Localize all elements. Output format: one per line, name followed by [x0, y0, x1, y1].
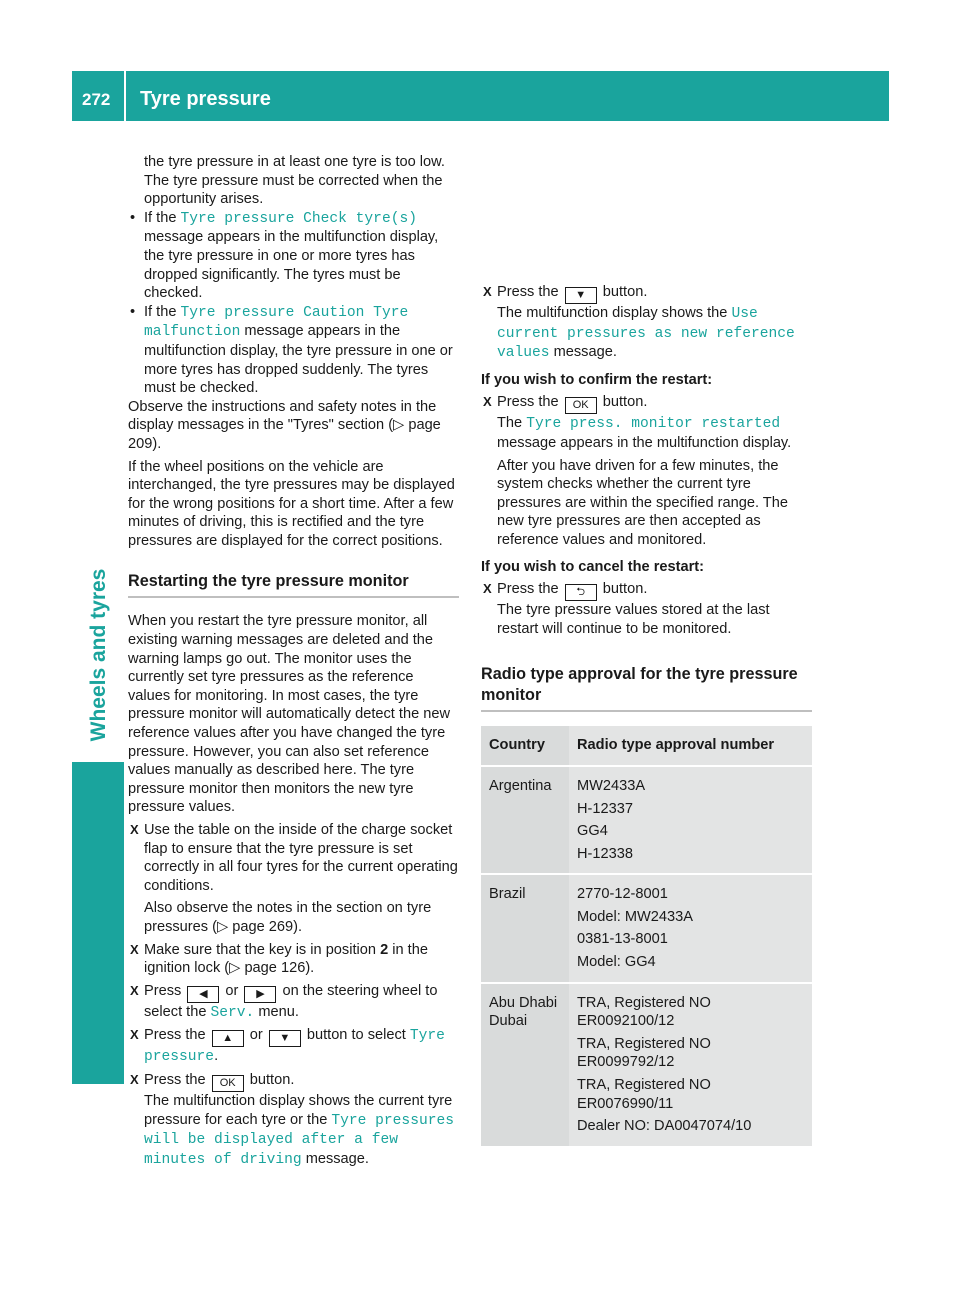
section-radio-approval	[481, 664, 812, 712]
observe-text: Observe the instructions and safety notes in the display messages in the "Tyres" section (▷ page 209).	[128, 398, 441, 452]
section-restart	[128, 571, 459, 598]
approval-cell: MW2433A H-12337 GG4 H-12338	[569, 766, 812, 874]
ok-key-icon: OK	[212, 1075, 244, 1092]
cancel-heading: If you wish to cancel the restart:	[481, 558, 705, 575]
intro-text: the tyre pressure in at least one tyre is too low. The tyre pressure must be corrected when the opportunity arises.	[144, 154, 445, 208]
bullet-tyre-malfunction: • If the Tyre pressure Caution Tyre malfunction message appears in the multifunction display, the tyre pressure in one or more tyres has dropped suddenly. The tyres must be checked.	[128, 303, 459, 398]
page-title: Tyre pressure	[140, 88, 271, 110]
display-message: Tyre pressure Caution Tyre malfunction	[144, 304, 409, 341]
header-approval-number: Radio type approval number	[569, 726, 812, 766]
approval-table	[481, 726, 812, 1146]
header-divider	[124, 71, 126, 121]
section-heading: Radio type approval for the tyre pressure monitor	[481, 665, 798, 705]
down-arrow-key-icon: ▼	[565, 287, 597, 304]
down-arrow-key-icon: ▼	[269, 1030, 301, 1047]
table-header-row	[481, 726, 812, 766]
left-column	[128, 153, 459, 1169]
step-key-position: X Make sure that the key is in position 2 in the ignition lock (▷ page 126).	[128, 941, 459, 978]
table-row	[481, 874, 812, 982]
display-message: Tyre pressure Check tyre(s)	[180, 210, 417, 227]
confirm-heading: If you wish to confirm the restart:	[481, 371, 713, 388]
step-select-tyre-pressure: X Press the ▲ or ▼ button to select Tyre pressure.	[128, 1026, 459, 1067]
confirm-note: After you have driven for a few minutes, the system checks whether the current tyre pressures are within the specified range. The new tyre pressures are then accepted as reference values and monitored.	[497, 457, 788, 548]
interchange-text: If the wheel positions on the vehicle are interchanged, the tyre pressures may be displayed for the wrong positions for a short time. After a few minutes of driving, this is rectified and the tyre pressures are displayed for the correct positions.	[128, 458, 455, 549]
section-divider	[481, 710, 812, 712]
step-note: Also observe the notes in the section on tyre pressures (▷ page 269).	[144, 900, 432, 935]
table-row	[481, 983, 812, 1146]
page-number: 272	[82, 90, 111, 109]
section-side-label: Wheels and tyres	[87, 568, 110, 742]
bullet-check-tyres: • If the Tyre pressure Check tyre(s) message appears in the multifunction display, the tyre pressure in one or more tyres has dropped significantly. The tyres must be checked.	[128, 209, 459, 303]
step-press-ok: X Press the OK button. The multifunction display shows the current tyre pressure for each tyre or the Tyre pressures will be displayed after a few minutes of driving message.	[128, 1071, 459, 1169]
ok-key-icon: OK	[565, 397, 597, 414]
section-heading: Restarting the tyre pressure monitor	[128, 572, 409, 591]
right-column	[481, 153, 812, 1146]
step-cancel-back: X Press the ⮌ button. The tyre pressure values stored at the last restart will continue to be monitored.	[481, 580, 812, 638]
approval-cell: TRA, Registered NO ER0092100/12 TRA, Registered NO ER0099792/12 TRA, Registered NO ER0076990/11 Dealer NO: DA0047074/10	[569, 983, 812, 1146]
step-select-menu: X Press ◀ or ▶ on the steering wheel to select the Serv. menu.	[128, 982, 459, 1023]
section-divider	[128, 596, 459, 598]
restart-paragraph: When you restart the tyre pressure monitor, all existing warning messages are deleted and the warning lamps go out. The monitor uses the currently set tyre pressures as the reference values for monitoring. In most cases, the tyre pressure monitor will automatically detect the new reference values after you have changed the tyre pressure. However, you can also set reference values manually as described here. The tyre pressure monitor then monitors the new tyre pressure values.	[128, 613, 451, 816]
right-arrow-key-icon: ▶	[244, 986, 276, 1003]
side-color-block	[72, 762, 124, 1084]
header-country: Country	[481, 726, 569, 766]
country-cell: Brazil	[481, 874, 569, 982]
back-key-icon: ⮌	[565, 584, 597, 601]
country-cell: Argentina	[481, 766, 569, 874]
step-confirm-ok: X Press the OK button. The Tyre press. monitor restarted message appears in the multifunction display.	[481, 393, 812, 452]
approval-cell: 2770-12-8001 Model: MW2433A 0381-13-8001 Model: GG4	[569, 874, 812, 982]
country-cell: Abu Dhabi Dubai	[481, 983, 569, 1146]
table-row	[481, 766, 812, 874]
step-press-down: X Press the ▼ button. The multifunction display shows the Use current pressures as new reference values message.	[481, 283, 812, 363]
step-check-table: X Use the table on the inside of the charge socket flap to ensure that the tyre pressure is set correctly in all four tyres for the current operating conditions.	[128, 821, 459, 895]
left-arrow-key-icon: ◀	[187, 986, 219, 1003]
up-arrow-key-icon: ▲	[212, 1030, 244, 1047]
